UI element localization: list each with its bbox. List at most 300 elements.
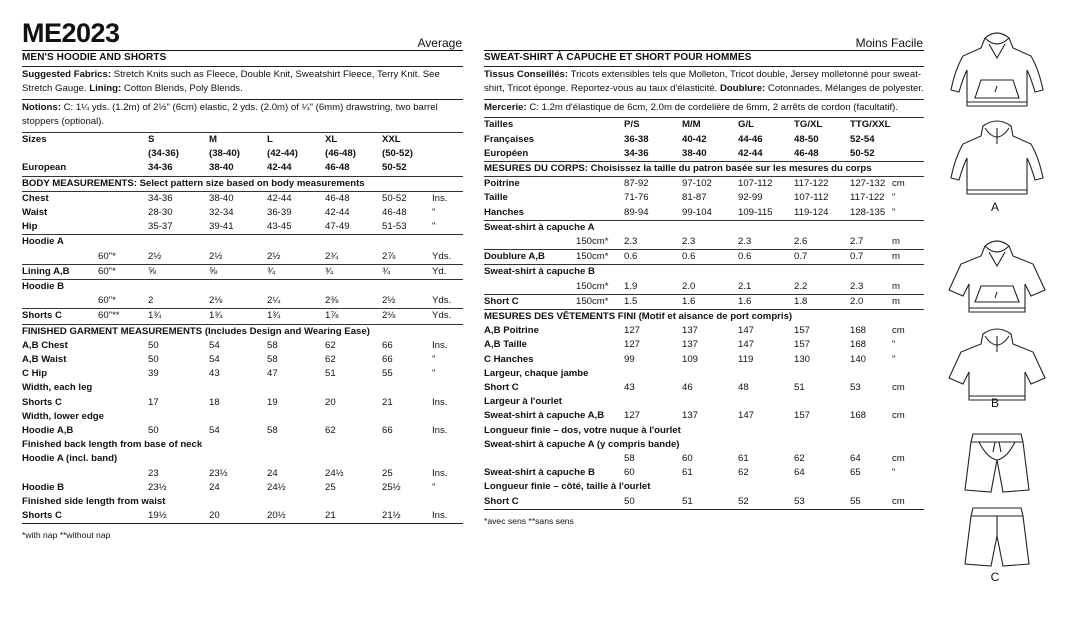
table-cell: G/L — [738, 118, 794, 133]
table-cell: S — [148, 132, 209, 147]
table-cell: 36-38 — [624, 133, 649, 145]
table-cell: 60"* — [98, 264, 148, 279]
unit-cell: Ins. — [432, 396, 448, 408]
table-cell: 52-54 — [850, 133, 875, 145]
section-label: Longueur finie – côté, taille à l'ourlet — [484, 481, 651, 493]
table-cell: 130 — [794, 353, 811, 365]
unit-cell: " — [432, 368, 436, 380]
table-cell: 25 — [325, 481, 336, 493]
table-row — [22, 353, 463, 367]
table-row — [22, 509, 463, 523]
shorts-c-back-icon — [945, 504, 1049, 570]
table-cell: 64 — [850, 453, 861, 465]
section-label: BODY MEASUREMENTS: Select pattern size based on body measurements — [22, 176, 463, 191]
table-cell: 150cm* — [576, 294, 624, 309]
table-cell: 34-36 — [148, 191, 209, 206]
table-cell: 1.9 — [624, 280, 638, 292]
table-cell: 50-52 — [382, 191, 432, 206]
table-cell: (50-52) — [382, 148, 413, 160]
table-cell: 51 — [682, 495, 693, 507]
table-cell: 46-48 — [794, 147, 819, 159]
row-label — [484, 280, 576, 295]
row-label: A,B Chest — [22, 339, 68, 351]
table-cell: 2.0 — [682, 280, 696, 292]
english-notions — [22, 100, 463, 132]
table-cell: 34-36 — [624, 147, 649, 159]
row-label: A,B Taille — [484, 339, 528, 351]
row-label: Shorts C — [22, 396, 62, 408]
unit-cell: " — [432, 354, 436, 366]
table-row — [484, 409, 924, 423]
table-cell: 60"** — [98, 309, 148, 324]
table-cell: (46-48) — [325, 148, 356, 160]
table-cell: XXL — [382, 132, 432, 147]
table-cell: 1¾ — [148, 309, 209, 324]
table-cell: 147 — [738, 410, 755, 422]
notions-label: Mercerie: — [484, 101, 527, 113]
lining-label: Doublure: — [719, 83, 766, 95]
unit-cell: Ins. — [432, 191, 463, 206]
table-cell: 23½ — [209, 467, 228, 479]
fabrics-text: Stretch Knits such as Fleece, Double Knit, Sweatshirt Fleece, Terry Knit. See Stretch Gauge. — [22, 68, 440, 95]
table-cell: 168 — [850, 339, 867, 351]
fabrics-text: Tricots extensibles tels que Molleton, Tricot double, Jersey molletonné pour sweat-shirt, Tricot éponge. Reportez-vous au taux d'élasticité. — [484, 68, 922, 95]
table-cell: 127 — [624, 339, 641, 351]
table-row — [484, 324, 924, 338]
table-cell: ¾ — [267, 264, 325, 279]
table-cell: 137 — [682, 410, 699, 422]
table-cell: 0.7 — [794, 250, 850, 265]
unit-cell: cm — [892, 453, 905, 465]
table-row — [22, 381, 463, 395]
unit-cell: Yds. — [432, 309, 463, 324]
table-cell: 137 — [682, 339, 699, 351]
table-cell: 23 — [148, 467, 159, 479]
table-cell: 71-76 — [624, 192, 649, 204]
unit-cell: Ins. — [432, 510, 448, 522]
table-row — [22, 309, 463, 324]
table-cell: 32-34 — [209, 206, 234, 218]
table-cell — [576, 177, 624, 192]
notions-text: C: 1.2m d'élastique de 6cm, 2.0m de cordelière de 6mm, 2 arrêts de cordon (facultatif). — [526, 101, 899, 113]
table-row — [484, 250, 924, 265]
table-row — [484, 438, 924, 452]
table-cell: 46-48 — [382, 206, 407, 218]
table-cell: 62 — [325, 425, 336, 437]
table-cell: 109 — [682, 353, 699, 365]
table-row — [484, 147, 924, 162]
table-cell: 107-112 — [738, 177, 794, 192]
table-cell: 128-135 — [850, 206, 886, 218]
table-cell: 2½ — [382, 295, 396, 307]
table-cell: ⅝ — [209, 264, 267, 279]
table-cell: 17 — [148, 396, 159, 408]
table-row — [484, 220, 924, 235]
table-row — [22, 481, 463, 495]
row-label: Waist — [22, 206, 48, 218]
table-cell: ⅝ — [148, 264, 209, 279]
unit-cell: Ins. — [432, 339, 448, 351]
hoodie-a-back-icon — [945, 116, 1049, 198]
table-cell: ¾ — [325, 264, 382, 279]
table-row — [484, 381, 924, 395]
table-cell: 24 — [267, 467, 278, 479]
table-cell — [576, 452, 624, 466]
table-row — [22, 294, 463, 309]
table-cell — [98, 396, 148, 410]
table-row — [22, 438, 463, 452]
unit-cell: " — [432, 481, 436, 493]
table-cell: 48-50 — [794, 133, 819, 145]
table-cell — [98, 424, 148, 438]
table-cell: 50 — [148, 354, 159, 366]
row-label: Hip — [22, 221, 38, 233]
table-cell: 2.3 — [738, 236, 752, 247]
table-row — [22, 424, 463, 438]
table-row — [484, 353, 924, 367]
table-cell — [98, 339, 148, 353]
table-cell: 54 — [209, 425, 220, 437]
table-cell — [576, 118, 624, 133]
table-cell: 51 — [794, 382, 805, 394]
unit-cell: " — [892, 339, 896, 351]
table-row — [484, 118, 924, 133]
table-cell: 61 — [682, 467, 693, 479]
table-row — [22, 495, 463, 509]
section-label: Finished side length from waist — [22, 496, 166, 508]
table-row — [484, 177, 924, 192]
table-cell: 55 — [382, 368, 393, 380]
table-cell: 157 — [794, 325, 811, 337]
table-cell: 50 — [148, 339, 159, 351]
table-cell — [576, 324, 624, 338]
unit-cell: " — [432, 206, 436, 218]
table-cell: 20 — [209, 510, 220, 522]
row-label: Short C — [484, 294, 576, 309]
section-label: Width, each leg — [22, 382, 93, 394]
table-cell: 25 — [382, 467, 393, 479]
row-label: Tailles — [484, 118, 576, 133]
table-cell: 109-115 — [738, 206, 773, 218]
table-row — [22, 132, 463, 147]
row-label — [22, 147, 98, 161]
row-label: Françaises — [484, 133, 535, 145]
unit-cell: cm — [892, 495, 905, 507]
table-cell: 2¾ — [325, 250, 339, 262]
notions-text: C: 1¼ yds. (1.2m) of 2½" (6cm) elastic, 2 yds. (2.0m) of ¼" (6mm) drawstring, two barrel stoppers (optional). — [22, 101, 438, 128]
row-label: C Hip — [22, 368, 48, 380]
table-cell: 19½ — [148, 510, 167, 522]
table-cell: 87-92 — [624, 177, 682, 192]
section-label: Largeur, chaque jambe — [484, 367, 589, 379]
unit-cell — [892, 118, 924, 133]
table-row — [484, 294, 924, 309]
french-title: SWEAT-SHIRT À CAPUCHE ET SHORT POUR HOMMES — [484, 52, 752, 63]
table-cell: 62 — [794, 453, 805, 465]
table-cell: 43-45 — [267, 221, 292, 233]
technical-drawings — [945, 30, 1055, 600]
french-size-table — [484, 117, 924, 508]
table-cell: 1¾ — [267, 309, 325, 324]
table-cell: 1.5 — [624, 294, 682, 309]
table-cell: 58 — [624, 453, 635, 465]
lining-text: Cotton Blends, Poly Blends. — [121, 83, 243, 95]
table-cell: 20 — [325, 396, 336, 408]
table-row — [22, 339, 463, 353]
table-cell: 46-48 — [325, 162, 350, 174]
table-cell: 58 — [267, 425, 278, 437]
row-label: Chest — [22, 191, 98, 206]
unit-cell: Yds. — [432, 250, 452, 262]
view-label-c: C — [990, 570, 1000, 584]
table-cell — [98, 481, 148, 495]
table-cell: 66 — [382, 339, 393, 351]
row-label: Sweat-shirt à capuche A,B — [484, 410, 605, 422]
table-row — [484, 235, 924, 250]
table-cell: 58 — [267, 354, 278, 366]
table-row — [22, 161, 463, 176]
table-cell: M/M — [682, 118, 738, 133]
fabrics-label: Tissus Conseillés: — [484, 68, 569, 80]
unit-cell: cm — [892, 177, 924, 192]
row-label: European — [22, 162, 67, 174]
table-cell — [98, 220, 148, 235]
table-cell: 150cm* — [576, 236, 609, 247]
table-cell: 53 — [850, 382, 861, 394]
table-cell — [576, 206, 624, 221]
section-label: Hoodie A (incl. band) — [22, 453, 118, 465]
table-row — [22, 235, 463, 250]
table-cell: 137 — [682, 325, 699, 337]
table-cell: 2.3 — [624, 236, 638, 247]
section-label: MESURES DU CORPS: Choisissez la taille du patron basée sur les mesures du corps — [484, 161, 924, 176]
table-cell: 23½ — [148, 481, 167, 493]
unit-cell: Yds. — [432, 295, 452, 307]
table-row — [22, 206, 463, 220]
table-cell: 34-36 — [148, 162, 173, 174]
english-column — [22, 50, 463, 543]
unit-cell — [432, 147, 463, 161]
table-cell: 157 — [794, 410, 811, 422]
english-footnote: *with nap **without nap — [22, 530, 111, 541]
row-label: Hanches — [484, 206, 524, 218]
section-label: FINISHED GARMENT MEASUREMENTS (Includes Design and Wearing Ease) — [22, 324, 463, 339]
table-row — [484, 367, 924, 381]
table-cell: 65 — [850, 467, 861, 479]
table-cell — [576, 191, 624, 205]
row-label: Sweat-shirt à capuche B — [484, 467, 595, 479]
english-fabrics — [22, 67, 463, 99]
unit-cell: Yd. — [432, 264, 463, 279]
table-row — [484, 133, 924, 147]
table-cell — [576, 495, 624, 509]
table-row — [22, 396, 463, 410]
table-cell: 51-53 — [382, 221, 407, 233]
table-cell: 43 — [624, 382, 635, 394]
unit-cell — [892, 133, 924, 147]
table-row — [22, 191, 463, 206]
table-cell: 51 — [325, 368, 336, 380]
row-label: Taille — [484, 192, 508, 204]
row-label: Hoodie B — [22, 481, 65, 493]
table-cell — [98, 147, 148, 161]
table-cell: 2.2 — [794, 280, 808, 292]
table-row — [22, 220, 463, 235]
table-cell: 150cm* — [576, 280, 609, 292]
table-cell: 61 — [738, 453, 749, 465]
table-cell: 99 — [624, 353, 635, 365]
section-label: Width, lower edge — [22, 410, 104, 422]
row-label: Sizes — [22, 132, 98, 147]
table-cell: 2⅛ — [382, 309, 432, 324]
table-cell: 36-39 — [267, 206, 292, 218]
table-cell: 42-44 — [738, 147, 763, 159]
table-cell: 21½ — [382, 510, 401, 522]
table-row — [484, 191, 924, 205]
table-cell: 0.6 — [624, 250, 682, 265]
english-size-table — [22, 132, 463, 523]
table-cell: 25½ — [382, 481, 401, 493]
table-cell: 38-40 — [209, 191, 267, 206]
table-cell — [576, 133, 624, 147]
table-cell: 18 — [209, 396, 220, 408]
table-row — [484, 495, 924, 509]
table-cell: 62 — [738, 467, 749, 479]
section-label: Finished back length from base of neck — [22, 439, 203, 451]
table-cell: 127 — [624, 410, 641, 422]
table-cell: 50-52 — [850, 147, 875, 159]
row-label: A,B Poitrine — [484, 325, 539, 337]
table-cell: 42-44 — [267, 162, 292, 174]
table-cell: 0.6 — [738, 250, 794, 265]
unit-cell: cm — [892, 410, 905, 422]
row-label: Shorts C — [22, 309, 98, 324]
table-cell: 2 — [148, 295, 154, 307]
table-cell: 24½ — [325, 467, 344, 479]
table-cell: 1.8 — [794, 294, 850, 309]
table-cell: 21 — [325, 510, 336, 522]
table-cell: 99-104 — [682, 206, 712, 218]
table-cell: 89-94 — [624, 206, 649, 218]
table-cell: 38-40 — [209, 162, 234, 174]
table-row — [22, 250, 463, 265]
table-row — [484, 280, 924, 295]
table-cell: 46-48 — [325, 191, 382, 206]
row-label: C Hanches — [484, 353, 534, 365]
unit-cell: " — [892, 206, 896, 218]
table-row — [484, 395, 924, 409]
table-cell: 47 — [267, 368, 278, 380]
table-cell — [98, 353, 148, 367]
table-cell: 24½ — [267, 481, 286, 493]
row-label — [22, 250, 98, 265]
table-cell: 107-112 — [794, 192, 829, 204]
unit-cell: cm — [892, 325, 905, 337]
table-cell: 39 — [148, 368, 159, 380]
table-cell: 60"* — [98, 295, 116, 307]
table-cell: 50 — [148, 425, 159, 437]
row-label: Doublure A,B — [484, 250, 576, 265]
table-cell: 2.3 — [682, 236, 696, 247]
unit-cell — [892, 147, 924, 162]
table-cell: 81-87 — [682, 192, 707, 204]
table-cell: (34-36) — [148, 148, 179, 160]
table-cell: 53 — [794, 495, 805, 507]
table-row — [484, 310, 924, 325]
table-cell — [98, 161, 148, 176]
table-cell: 60 — [682, 453, 693, 465]
table-cell: 19 — [267, 396, 278, 408]
table-cell: (38-40) — [209, 148, 240, 160]
table-cell: 50 — [624, 495, 635, 507]
table-cell — [576, 353, 624, 367]
row-label: Lining A,B — [22, 264, 98, 279]
table-cell: 147 — [738, 325, 755, 337]
unit-cell: m — [892, 250, 924, 265]
unit-cell: " — [892, 353, 896, 365]
table-cell: 147 — [738, 339, 755, 351]
table-cell: 119 — [738, 353, 754, 365]
table-cell: 66 — [382, 354, 393, 366]
table-cell: TG/XL — [794, 118, 850, 133]
table-cell: 24 — [209, 481, 220, 493]
table-cell: 2.7 — [850, 236, 864, 247]
table-cell: 44-46 — [738, 133, 763, 145]
table-cell: (42-44) — [267, 148, 298, 160]
view-label-b: B — [990, 396, 999, 410]
table-row — [22, 324, 463, 339]
row-label — [22, 294, 98, 309]
table-cell: 140 — [850, 353, 867, 365]
table-cell: 127 — [624, 325, 641, 337]
unit-cell — [432, 132, 463, 147]
hoodie-b-front-icon — [945, 238, 1049, 318]
table-cell: 2.6 — [794, 236, 808, 247]
table-cell: 1⅞ — [325, 309, 382, 324]
table-cell: 35-37 — [148, 221, 173, 233]
table-cell: 97-102 — [682, 177, 738, 192]
table-cell: 62 — [325, 354, 336, 366]
table-cell: L — [267, 132, 325, 147]
table-row — [484, 480, 924, 494]
table-cell — [576, 338, 624, 352]
table-cell: 1¾ — [209, 309, 267, 324]
unit-cell: " — [432, 221, 436, 233]
table-cell: 54 — [209, 354, 220, 366]
table-row — [22, 147, 463, 161]
table-cell: XL — [325, 132, 382, 147]
table-row — [484, 206, 924, 221]
table-cell: 2.1 — [738, 280, 752, 292]
table-cell: 2½ — [267, 250, 281, 262]
unit-cell: Ins. — [432, 467, 448, 479]
table-cell: 43 — [209, 368, 220, 380]
table-cell: 117-122 — [850, 192, 885, 204]
row-label: Short C — [484, 495, 519, 507]
table-cell: 2½ — [209, 250, 223, 262]
row-label: Short C — [484, 382, 519, 394]
section-label: Hoodie A — [22, 235, 463, 250]
section-label: Largeur à l'ourlet — [484, 396, 562, 408]
unit-cell: m — [892, 280, 900, 292]
unit-cell — [432, 161, 463, 176]
table-cell: 48 — [738, 382, 749, 394]
table-cell: P/S — [624, 118, 682, 133]
unit-cell: Ins. — [432, 425, 448, 437]
table-cell: 46 — [682, 382, 693, 394]
lining-label: Lining: — [89, 83, 122, 95]
table-cell: 2⅜ — [325, 295, 339, 307]
